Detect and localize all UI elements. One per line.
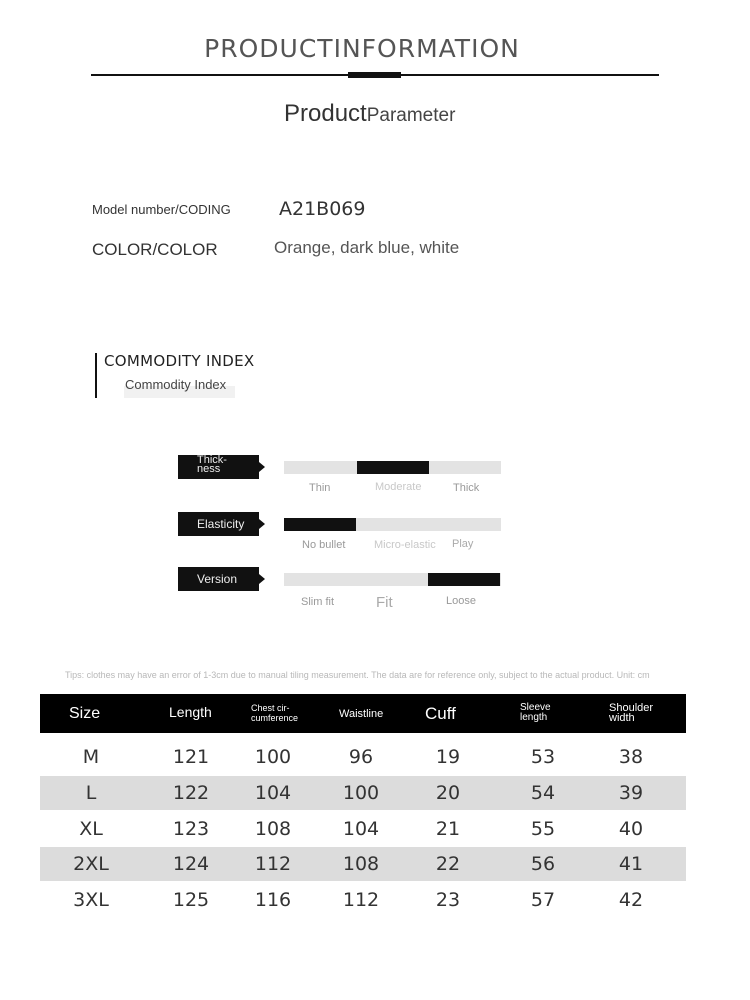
header-chest-line2: cumference [251,713,299,723]
table-cell: 41 [618,853,644,875]
thickness-tag-label [197,456,227,474]
thickness-tag [178,455,259,479]
version-option-fit: Fit [376,594,393,611]
elasticity-option-no-bullet: No bullet [302,539,346,551]
measurement-tips: Tips: clothes may have an error of 1-3cm due to manual tiling measurement. The data are for reference only, subject to the actual product. Unit: cm [65,670,650,680]
header-waistline: Waistline [339,708,384,720]
elasticity-option-micro-elastic: Micro-elastic [374,539,436,551]
subtitle-parameter: Parameter [366,105,456,126]
table-cell: 55 [530,818,556,840]
table-cell: 122 [172,782,210,804]
thickness-option-thin: Thin [309,482,331,494]
table-cell: XL [79,818,103,840]
thickness-track [284,461,501,474]
table-cell: 40 [618,818,644,840]
table-cell: 108 [342,853,380,875]
section-subtitle [284,100,455,128]
header-shoulder-line1: Shoulder [609,702,654,714]
table-cell: 104 [254,782,292,804]
table-cell: 20 [435,782,461,804]
table-cell: 19 [435,746,461,768]
version-option-slim-fit: Slim fit [301,596,334,608]
table-cell: 104 [342,818,380,840]
version-track [284,573,501,586]
thickness-option-thick: Thick [453,482,480,494]
table-cell: 57 [530,889,556,911]
elasticity-track [284,518,501,531]
table-cell: 124 [172,853,210,875]
thickness-option-moderate: Moderate [375,481,422,493]
table-cell: 108 [254,818,292,840]
header-shoulder-line2: width [609,712,635,724]
color-value: Orange, dark blue, white [274,238,460,257]
table-cell: 100 [254,746,292,768]
table-cell: 100 [342,782,380,804]
thickness-tag-line2: ness [197,463,221,475]
elasticity-option-play: Play [452,538,474,550]
header-chest [251,703,298,723]
table-cell: 42 [618,889,644,911]
header-shoulder-width [609,703,653,723]
version-tag-label: Version [197,572,238,586]
header-sleeve-length [520,703,551,723]
thickness-tag-line1: Thick- [197,454,227,466]
table-cell: 116 [254,889,292,911]
table-cell: 121 [172,746,210,768]
table-cell: 123 [172,818,210,840]
header-sleeve-line2: length [520,712,548,723]
size-table-header [40,694,686,733]
table-cell: 96 [348,746,374,768]
model-number-label: Model number/CODING [92,202,231,217]
elasticity-tag [178,512,259,536]
table-row [40,883,686,917]
table-cell: 112 [342,889,380,911]
table-cell: 54 [530,782,556,804]
version-tag [178,567,259,591]
commodity-index-bar [95,353,97,398]
header-cuff: Cuff [425,704,456,723]
commodity-index-subtitle: Commodity Index [125,377,227,392]
elasticity-tag-label: Elasticity [197,517,245,531]
header-sleeve-line1: Sleeve [520,702,551,713]
subtitle-product: Product [284,100,367,127]
table-row [40,847,686,881]
table-cell: 23 [435,889,461,911]
page-title: PRODUCTINFORMATION [204,34,520,63]
header-chest-line1: Chest cir- [251,703,290,713]
table-row [40,776,686,810]
table-cell: 53 [530,746,556,768]
color-label: COLOR/COLOR [92,240,218,259]
table-cell: 21 [435,818,461,840]
header-size: Size [69,705,101,722]
table-cell: 39 [618,782,644,804]
thickness-selected-segment [357,461,429,474]
table-cell: 3XL [73,889,109,911]
commodity-index-title: COMMODITY INDEX [104,352,255,370]
version-option-loose: Loose [446,595,476,607]
header-length: Length [169,704,212,720]
table-cell: 38 [618,746,644,768]
table-row [40,812,686,846]
table-cell: 22 [435,853,461,875]
table-cell: M [82,746,100,768]
table-cell: 2XL [73,853,109,875]
elasticity-selected-segment [284,518,356,531]
table-cell: L [85,782,97,804]
table-cell: 112 [254,853,292,875]
model-number-value: A21B069 [279,198,366,220]
title-divider-accent [348,72,401,78]
table-row [40,740,686,774]
version-selected-segment [428,573,500,586]
table-cell: 125 [172,889,210,911]
table-cell: 56 [530,853,556,875]
